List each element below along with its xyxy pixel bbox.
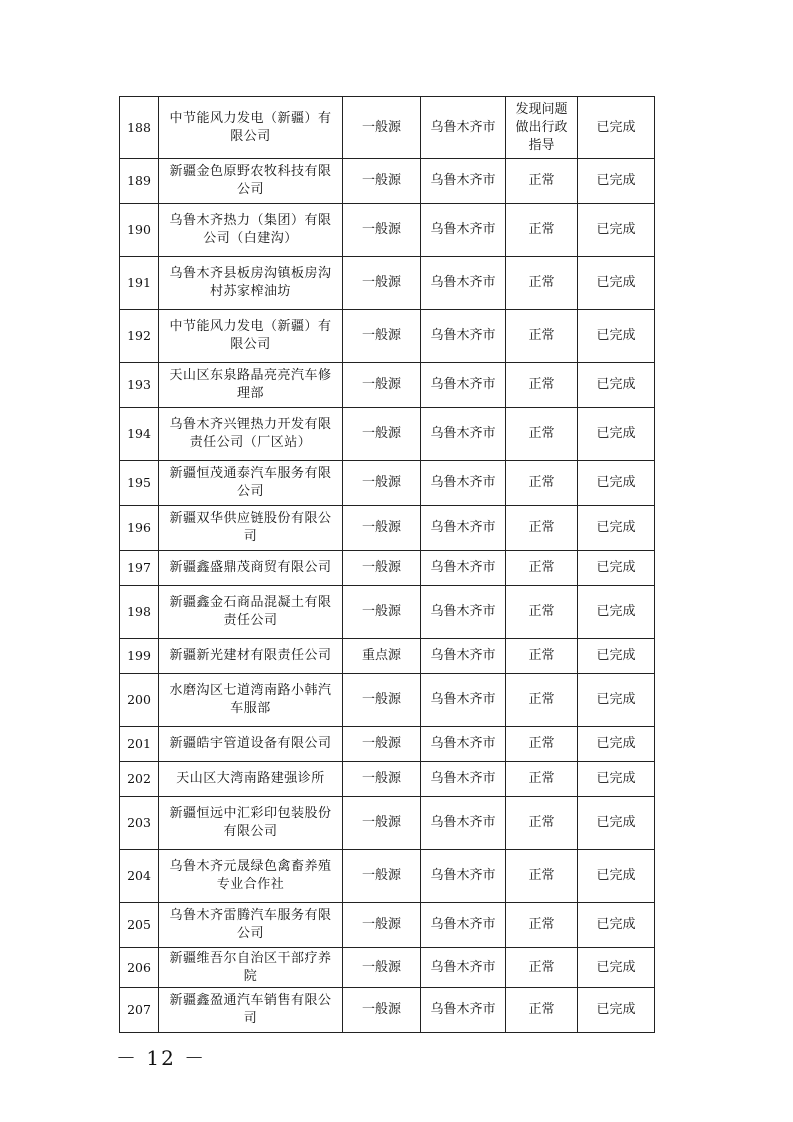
cell-number: 195 (120, 461, 159, 506)
cell-city: 乌鲁木齐市 (421, 159, 506, 204)
cell-city: 乌鲁木齐市 (421, 762, 506, 797)
cell-number: 192 (120, 310, 159, 363)
cell-company-name: 新疆皓宇管道设备有限公司 (159, 727, 343, 762)
table-row (120, 159, 655, 204)
cell-source-type: 一般源 (343, 988, 421, 1033)
cell-company-name: 新疆鑫盈通汽车销售有限公司 (159, 988, 343, 1033)
cell-company-name: 新疆鑫盛鼎茂商贸有限公司 (159, 551, 343, 586)
cell-city: 乌鲁木齐市 (421, 97, 506, 159)
cell-number: 200 (120, 674, 159, 727)
cell-company-name: 乌鲁木齐元晟绿色禽畜养殖专业合作社 (159, 850, 343, 903)
cell-status: 已完成 (578, 903, 655, 948)
cell-status: 已完成 (578, 988, 655, 1033)
cell-city: 乌鲁木齐市 (421, 727, 506, 762)
cell-city: 乌鲁木齐市 (421, 988, 506, 1033)
cell-result: 正常 (506, 674, 578, 727)
cell-number: 196 (120, 506, 159, 551)
cell-status: 已完成 (578, 257, 655, 310)
cell-city: 乌鲁木齐市 (421, 674, 506, 727)
cell-city: 乌鲁木齐市 (421, 204, 506, 257)
cell-company-name: 新疆恒茂通泰汽车服务有限公司 (159, 461, 343, 506)
cell-number: 188 (120, 97, 159, 159)
cell-company-name: 新疆金色原野农牧科技有限公司 (159, 159, 343, 204)
cell-source-type: 一般源 (343, 408, 421, 461)
cell-result: 正常 (506, 310, 578, 363)
cell-city: 乌鲁木齐市 (421, 257, 506, 310)
cell-result: 正常 (506, 204, 578, 257)
table-row (120, 257, 655, 310)
cell-result: 正常 (506, 762, 578, 797)
cell-status: 已完成 (578, 948, 655, 988)
cell-city: 乌鲁木齐市 (421, 506, 506, 551)
table-row (120, 586, 655, 639)
cell-company-name: 天山区东泉路晶亮亮汽车修理部 (159, 363, 343, 408)
cell-status: 已完成 (578, 506, 655, 551)
cell-number: 189 (120, 159, 159, 204)
cell-city: 乌鲁木齐市 (421, 363, 506, 408)
cell-status: 已完成 (578, 97, 655, 159)
table-row (120, 310, 655, 363)
cell-number: 193 (120, 363, 159, 408)
cell-result: 正常 (506, 988, 578, 1033)
cell-company-name: 乌鲁木齐县板房沟镇板房沟村苏家榨油坊 (159, 257, 343, 310)
cell-city: 乌鲁木齐市 (421, 797, 506, 850)
cell-number: 202 (120, 762, 159, 797)
cell-number: 197 (120, 551, 159, 586)
cell-number: 198 (120, 586, 159, 639)
cell-number: 203 (120, 797, 159, 850)
cell-source-type: 一般源 (343, 948, 421, 988)
cell-company-name: 新疆恒远中汇彩印包装股份有限公司 (159, 797, 343, 850)
table-row (120, 903, 655, 948)
cell-source-type: 一般源 (343, 363, 421, 408)
cell-city: 乌鲁木齐市 (421, 850, 506, 903)
cell-result: 正常 (506, 408, 578, 461)
table-row (120, 674, 655, 727)
table-row (120, 727, 655, 762)
cell-result: 正常 (506, 850, 578, 903)
cell-number: 191 (120, 257, 159, 310)
cell-status: 已完成 (578, 797, 655, 850)
cell-number: 190 (120, 204, 159, 257)
table-row (120, 363, 655, 408)
cell-number: 205 (120, 903, 159, 948)
table-row (120, 639, 655, 674)
table-row (120, 97, 655, 159)
cell-company-name: 中节能风力发电（新疆）有限公司 (159, 97, 343, 159)
cell-source-type: 一般源 (343, 586, 421, 639)
cell-status: 已完成 (578, 408, 655, 461)
cell-source-type: 一般源 (343, 903, 421, 948)
inspection-table (119, 96, 655, 1033)
cell-city: 乌鲁木齐市 (421, 586, 506, 639)
table-body (120, 97, 655, 1033)
cell-status: 已完成 (578, 551, 655, 586)
cell-company-name: 乌鲁木齐兴锂热力开发有限责任公司（厂区站） (159, 408, 343, 461)
table-row (120, 408, 655, 461)
cell-source-type: 一般源 (343, 257, 421, 310)
table-row (120, 948, 655, 988)
cell-source-type: 一般源 (343, 727, 421, 762)
cell-result: 正常 (506, 639, 578, 674)
cell-city: 乌鲁木齐市 (421, 310, 506, 363)
cell-source-type: 一般源 (343, 97, 421, 159)
cell-source-type: 一般源 (343, 674, 421, 727)
cell-status: 已完成 (578, 850, 655, 903)
cell-number: 199 (120, 639, 159, 674)
cell-source-type: 一般源 (343, 310, 421, 363)
cell-company-name: 新疆鑫金石商品混凝土有限责任公司 (159, 586, 343, 639)
table-row (120, 551, 655, 586)
cell-status: 已完成 (578, 674, 655, 727)
cell-company-name: 新疆双华供应链股份有限公司 (159, 506, 343, 551)
cell-number: 207 (120, 988, 159, 1033)
cell-status: 已完成 (578, 762, 655, 797)
cell-result: 正常 (506, 461, 578, 506)
cell-company-name: 乌鲁木齐雷腾汽车服务有限公司 (159, 903, 343, 948)
cell-result: 发现问题做出行政指导 (506, 97, 578, 159)
cell-result: 正常 (506, 506, 578, 551)
cell-company-name: 乌鲁木齐热力（集团）有限公司（白建沟） (159, 204, 343, 257)
page-number: － 12 － (116, 1046, 207, 1070)
cell-company-name: 水磨沟区七道湾南路小韩汽车服部 (159, 674, 343, 727)
cell-result: 正常 (506, 257, 578, 310)
cell-source-type: 一般源 (343, 159, 421, 204)
cell-number: 206 (120, 948, 159, 988)
cell-result: 正常 (506, 903, 578, 948)
cell-city: 乌鲁木齐市 (421, 461, 506, 506)
cell-status: 已完成 (578, 310, 655, 363)
table-row (120, 461, 655, 506)
cell-status: 已完成 (578, 586, 655, 639)
cell-city: 乌鲁木齐市 (421, 948, 506, 988)
cell-result: 正常 (506, 948, 578, 988)
cell-result: 正常 (506, 363, 578, 408)
cell-result: 正常 (506, 551, 578, 586)
cell-status: 已完成 (578, 363, 655, 408)
cell-result: 正常 (506, 797, 578, 850)
cell-source-type: 一般源 (343, 461, 421, 506)
cell-source-type: 一般源 (343, 551, 421, 586)
cell-company-name: 新疆维吾尔自治区干部疗养院 (159, 948, 343, 988)
cell-company-name: 中节能风力发电（新疆）有限公司 (159, 310, 343, 363)
cell-number: 204 (120, 850, 159, 903)
table-row (120, 506, 655, 551)
cell-source-type: 一般源 (343, 797, 421, 850)
cell-city: 乌鲁木齐市 (421, 903, 506, 948)
cell-company-name: 天山区大湾南路建强诊所 (159, 762, 343, 797)
cell-city: 乌鲁木齐市 (421, 639, 506, 674)
cell-status: 已完成 (578, 204, 655, 257)
table-row (120, 204, 655, 257)
cell-source-type: 重点源 (343, 639, 421, 674)
cell-number: 201 (120, 727, 159, 762)
cell-result: 正常 (506, 727, 578, 762)
table-row (120, 797, 655, 850)
table-row (120, 762, 655, 797)
cell-status: 已完成 (578, 639, 655, 674)
cell-status: 已完成 (578, 727, 655, 762)
table-row (120, 988, 655, 1033)
cell-number: 194 (120, 408, 159, 461)
cell-status: 已完成 (578, 461, 655, 506)
cell-result: 正常 (506, 586, 578, 639)
cell-company-name: 新疆新光建材有限责任公司 (159, 639, 343, 674)
cell-source-type: 一般源 (343, 850, 421, 903)
cell-source-type: 一般源 (343, 204, 421, 257)
cell-city: 乌鲁木齐市 (421, 408, 506, 461)
cell-source-type: 一般源 (343, 506, 421, 551)
cell-source-type: 一般源 (343, 762, 421, 797)
table-row (120, 850, 655, 903)
cell-result: 正常 (506, 159, 578, 204)
cell-city: 乌鲁木齐市 (421, 551, 506, 586)
cell-status: 已完成 (578, 159, 655, 204)
